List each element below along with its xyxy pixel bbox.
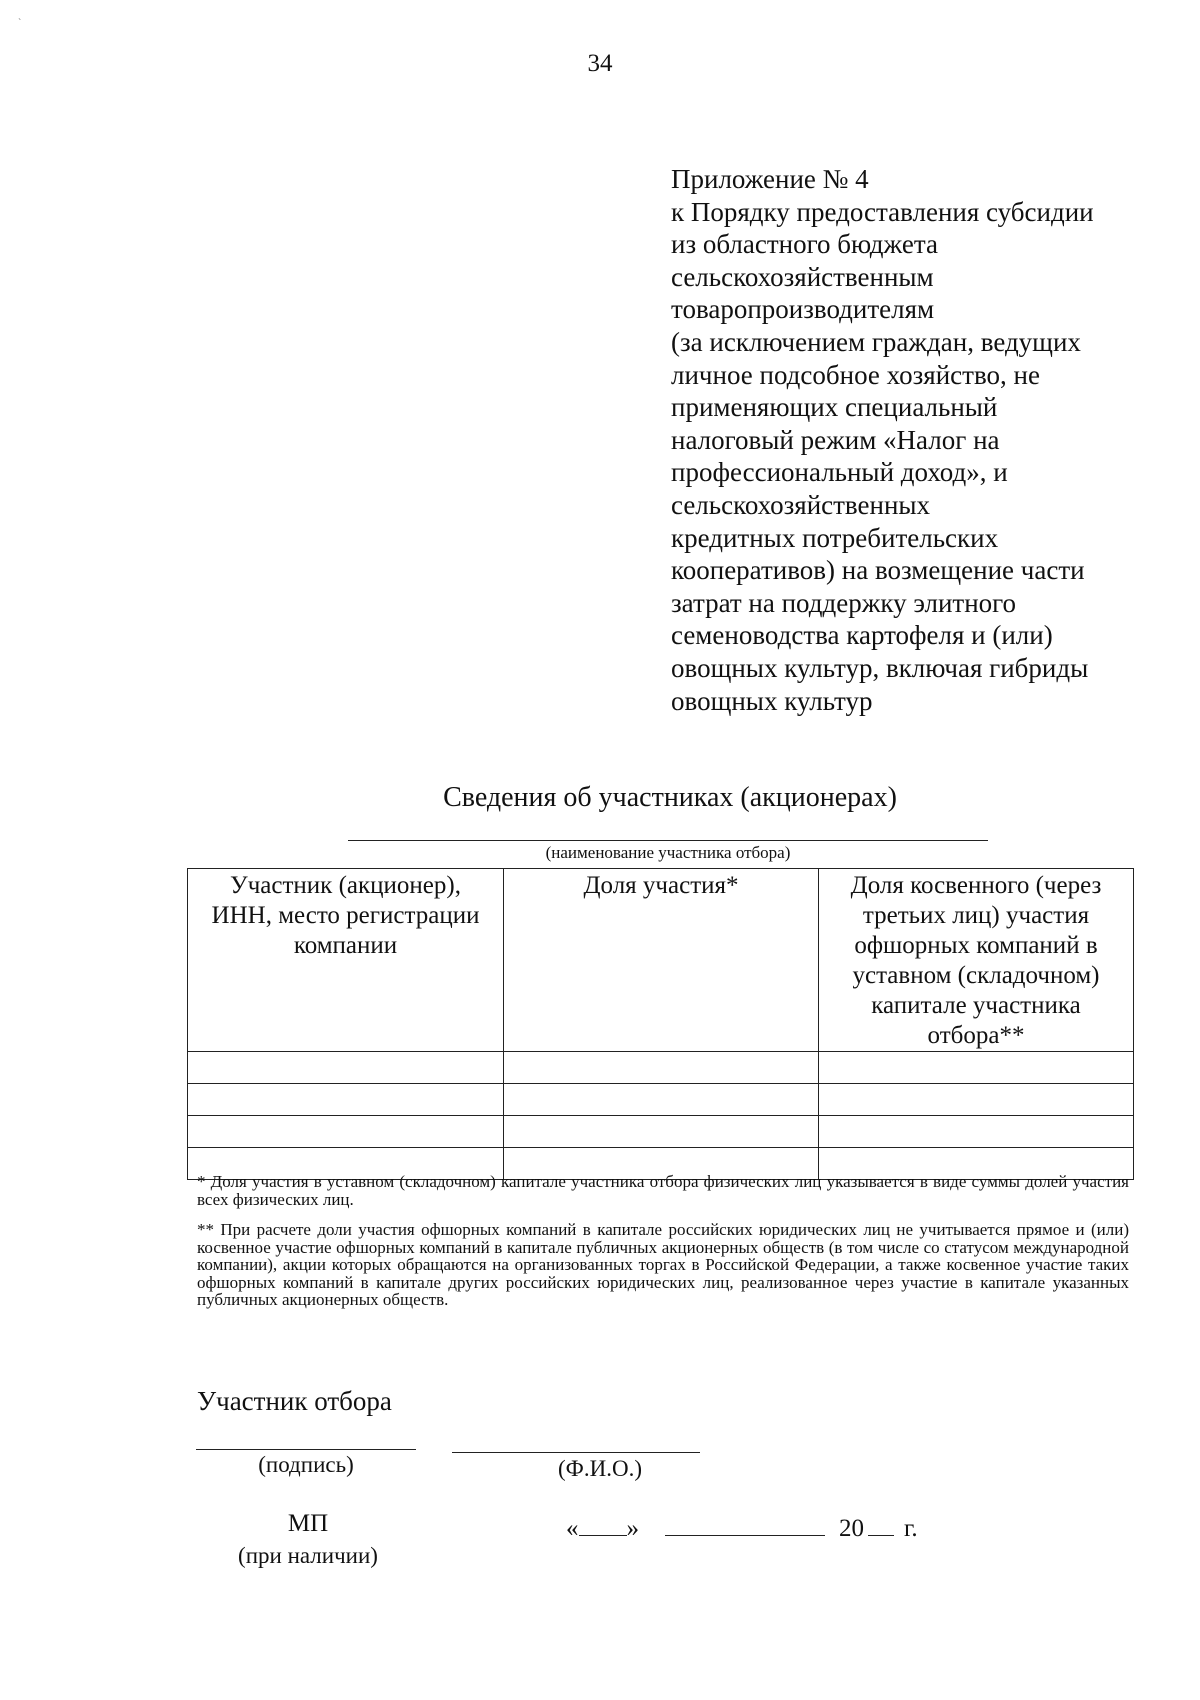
table-cell[interactable] — [819, 1052, 1134, 1084]
appendix-line: сельскохозяйственным — [671, 261, 934, 292]
appendix-line: (за исключением граждан, ведущих — [671, 326, 1081, 357]
appendix-line: овощных культур, включая гибриды — [671, 652, 1089, 683]
section-title: Сведения об участниках (акционерах) — [443, 782, 897, 813]
appendix-line: Приложение № 4 — [671, 164, 869, 194]
date-field — [566, 1513, 918, 1543]
participant-name-line[interactable] — [348, 840, 988, 841]
appendix-line: затрат на поддержку элитного — [671, 587, 1017, 618]
appendix-line: кредитных потребительских — [671, 522, 999, 553]
appendix-line: применяющих специальный — [671, 392, 998, 423]
stray-scan-mark: ` — [18, 18, 22, 29]
appendix-reference-block — [671, 163, 1141, 717]
seal-note: (при наличии) — [238, 1543, 378, 1568]
table-cell[interactable] — [504, 1052, 819, 1084]
participants-table — [187, 868, 1134, 1180]
table-cell[interactable] — [504, 1116, 819, 1148]
table-cell[interactable] — [504, 1084, 819, 1116]
header-offshore-share: Доля косвенного (через третьих лиц) участия офшорных компаний в уставном (складочном) капитале участника отбора** — [819, 869, 1134, 1052]
signature-caption: (подпись) — [258, 1452, 354, 1477]
appendix-line: семеноводства картофеля и (или) — [671, 620, 1053, 651]
table-cell[interactable] — [188, 1116, 504, 1148]
appendix-line: сельскохозяйственных — [671, 489, 931, 520]
seal-label: МП — [287, 1510, 329, 1537]
appendix-line: личное подсобное хозяйство, не — [671, 359, 1040, 390]
table-row — [188, 1116, 1134, 1148]
date-year-prefix: 20 — [839, 1515, 864, 1542]
participant-name-caption: (наименование участника отбора) — [545, 843, 791, 862]
appendix-line: кооперативов) на возмещение части — [671, 555, 1085, 586]
footnote-1: * Доля участия в уставном (складочном) капитале участника отбора физических лиц указывается в виде суммы долей участия всех физических лиц. — [197, 1172, 1129, 1209]
table-row — [188, 1084, 1134, 1116]
signature-line[interactable] — [196, 1449, 416, 1450]
appendix-line: из областного бюджета — [671, 229, 938, 260]
table-cell[interactable] — [188, 1084, 504, 1116]
header-share: Доля участия* — [504, 869, 819, 1052]
date-year-suffix: г. — [904, 1515, 918, 1542]
table-cell[interactable] — [819, 1116, 1134, 1148]
appendix-line: к Порядку предоставления субсидии — [671, 196, 1094, 227]
full-name-caption: (Ф.И.О.) — [558, 1456, 642, 1481]
table-cell[interactable] — [188, 1052, 504, 1084]
signer-label: Участник отбора — [197, 1386, 392, 1416]
appendix-line: налоговый режим «Налог на — [671, 424, 1000, 455]
table-header-row — [188, 869, 1134, 1052]
table-row — [188, 1052, 1134, 1084]
date-open-quote: « — [566, 1515, 579, 1542]
date-month-blank[interactable] — [665, 1513, 825, 1536]
full-name-line[interactable] — [452, 1452, 700, 1453]
date-close-quote: » — [626, 1515, 639, 1542]
appendix-line: профессиональный доход», и — [671, 457, 1008, 488]
header-participant: Участник (акционер), ИНН, место регистрации компании — [188, 869, 504, 1052]
footnote-2: ** При расчете доли участия офшорных компаний в капитале российских юридических лиц не учитывается прямое и (или) косвенное участие офшорных компаний в капитале публичных акционерных обществ (в том числе со статусом международной компании), акции которых обращаются на организованных торгах в Российской Федерации, а также косвенное участие таких офшорных компаний в капитале других российских юридических лиц, реализованное через участие в капитале указанных публичных акционерных обществ. — [197, 1220, 1129, 1309]
appendix-line: овощных культур — [671, 685, 873, 716]
date-day-blank[interactable] — [579, 1513, 627, 1536]
table-cell[interactable] — [819, 1084, 1134, 1116]
date-year-blank[interactable] — [868, 1513, 894, 1536]
page-number: 34 — [587, 50, 613, 77]
appendix-line: товаропроизводителям — [671, 294, 935, 325]
